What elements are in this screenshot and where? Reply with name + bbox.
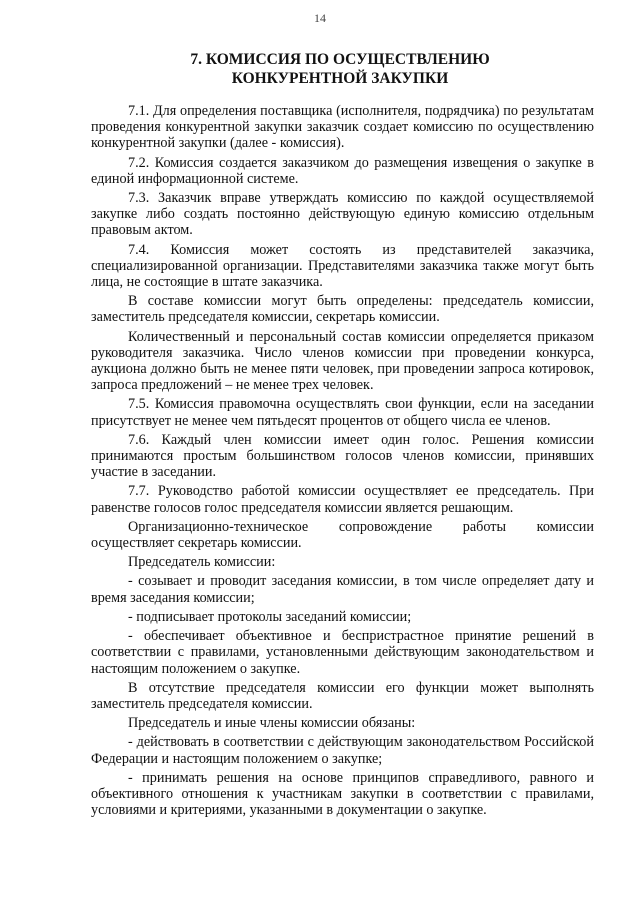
list-item: - принимать решения на основе принципов справедливого, равного и объективного отношения к участникам закупки в соответствии с правилами, условиями и критериями, указанными в документации о закупке.: [91, 769, 594, 819]
paragraph: 7.3. Заказчик вправе утверждать комиссию по каждой осуществляемой закупке либо создать постоянно действующую единую комиссию отдельным правовым актом.: [91, 190, 594, 239]
paragraph: В составе комиссии могут быть определены: председатель комиссии, заместитель председателя комиссии, секретарь комиссии.: [91, 293, 594, 326]
paragraph: 7.7. Руководство работой комиссии осуществляет ее председатель. При равенстве голосов голос председателя комиссии является решающим.: [91, 483, 594, 516]
section-heading: [90, 50, 590, 88]
paragraph: Количественный и персональный состав комиссии определяется приказом руководителя заказчика. Число членов комиссии при проведении конкурса, аукциона должно быть не менее пяти человек, при проведении запроса котировок, запроса предложений – не менее трех человек.: [91, 328, 594, 394]
list-item: - созывает и проводит заседания комиссии, в том числе определяет дату и время заседания комиссии;: [91, 573, 594, 606]
paragraph: В отсутствие председателя комиссии его функции может выполнять заместитель председателя комиссии.: [91, 679, 594, 712]
paragraph: 7.4. Комиссия может состоять из представителей заказчика, специализированной организации. Представителями заказчика также могут быть лица, не состоящие в штате заказчика.: [91, 241, 594, 291]
list-item: - обеспечивает объективное и беспристрастное принятие решений в соответствии с правилами, установленными действующим законодательством и настоящим положением о закупке.: [91, 628, 594, 677]
list-item: - подписывает протоколы заседаний комиссии;: [128, 608, 412, 625]
document-body: [91, 103, 594, 821]
paragraph: 7.1. Для определения поставщика (исполнителя, подрядчика) по результатам проведения конкурентной закупки заказчик создает комиссию по осуществлению конкурентной закупки (далее - комиссия).: [91, 103, 594, 152]
paragraph: Председатель комиссии:: [128, 554, 276, 571]
section-heading-line-1: 7. КОМИССИЯ ПО ОСУЩЕСТВЛЕНИЮ: [190, 51, 490, 68]
paragraph: 7.5. Комиссия правомочна осуществлять свои функции, если на заседании присутствует не менее чем пятьдесят процентов от общего числа ее членов.: [91, 396, 594, 429]
page-number: 14: [314, 11, 326, 25]
paragraph: Организационно-техническое сопровождение работы комиссии осуществляет секретарь комиссии.: [91, 518, 594, 552]
paragraph: 7.6. Каждый член комиссии имеет один голос. Решения комиссии принимаются простым большинством голосов членов комиссии, принявших участие в заседании.: [91, 431, 594, 481]
paragraph: 7.2. Комиссия создается заказчиком до размещения извещения о закупке в единой информационной системе.: [91, 154, 594, 187]
paragraph: Председатель и иные члены комиссии обязаны:: [128, 715, 416, 732]
list-item: - действовать в соответствии с действующим законодательством Российской Федерации и настоящим положением о закупке;: [91, 734, 594, 767]
section-heading-line-2: КОНКУРЕНТНОЙ ЗАКУПКИ: [231, 70, 449, 87]
